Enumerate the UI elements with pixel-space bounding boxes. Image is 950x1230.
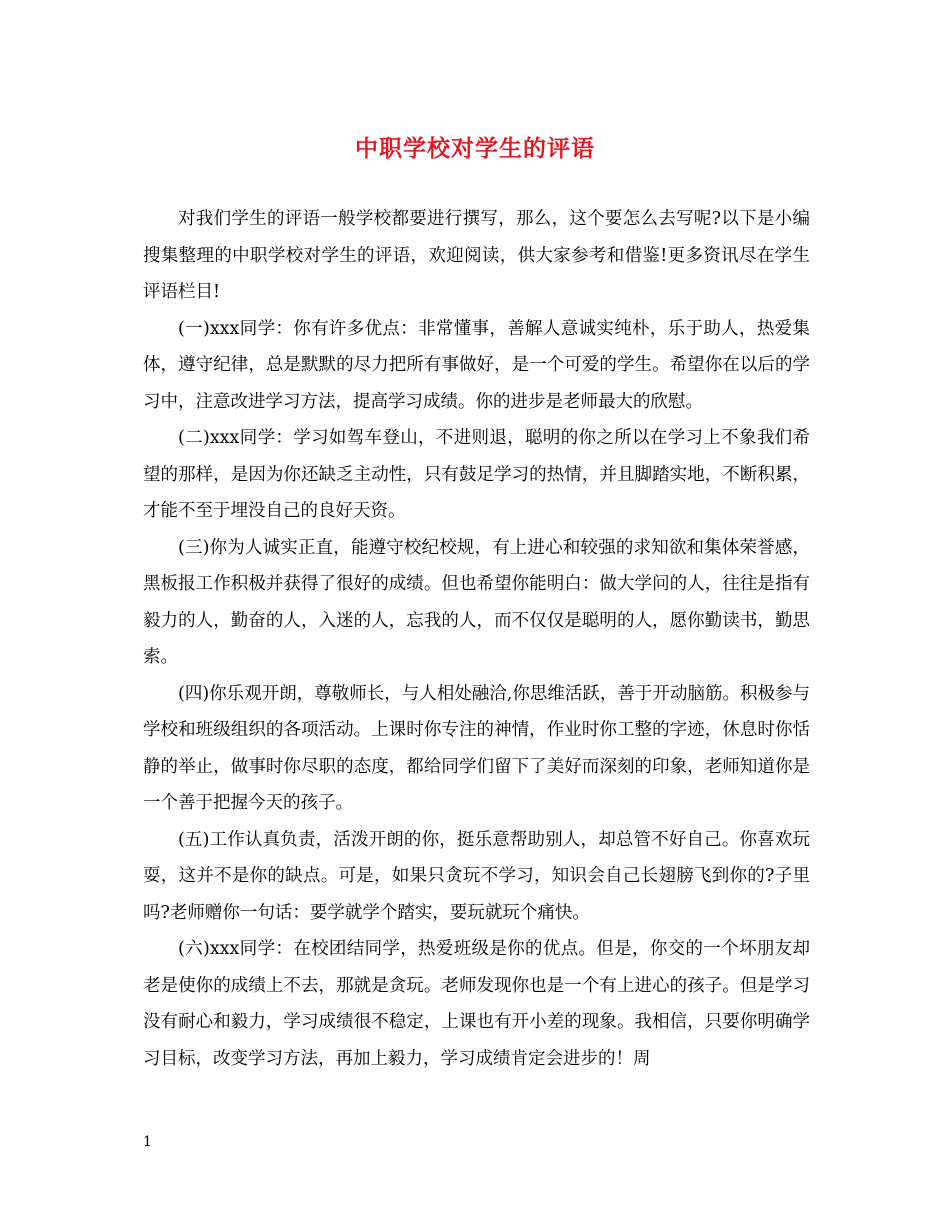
intro-paragraph: 对我们学生的评语一般学校都要进行撰写，那么，这个要怎么去写呢?以下是小编搜集整理的中职学校对学生的评语，欢迎阅读，供大家参考和借鉴!更多资讯尽在学生评语栏目! (143, 209, 810, 302)
comment-paragraph-6: (六)xxx同学：在校团结同学，热爱班级是你的优点。但是，你交的一个坏朋友却老是使你的成绩上不去，那就是贪玩。老师发现你也是一个有上进心的孩子。但是学习没有耐心和毅力，学习成绩很不稳定，上课也有开小差的现象。我相信，只要你明确学习目标，改变学习方法，再加上毅力，学习成绩肯定会进步的！周 (143, 939, 810, 1069)
page-number: 1 (143, 1134, 152, 1150)
comment-paragraph-4: (四)你乐观开朗，尊敬师长，与人相处融洽,你思维活跃，善于开动脑筋。积极参与学校和班级组织的各项活动。上课时你专注的神情，作业时你工整的字迹，休息时你恬静的举止，做事时你尽职的态度，都给同学们留下了美好而深刻的印象，老师知道你是一个善于把握今天的孩子。 (143, 683, 810, 813)
comment-paragraph-5: (五)工作认真负责，活泼开朗的你，挺乐意帮助别人，却总管不好自己。你喜欢玩耍，这并不是你的缺点。可是，如果只贪玩不学习，知识会自己长翅膀飞到你的?子里吗?老师赠你一句话：要学就学个踏实，要玩就玩个痛快。 (143, 829, 810, 923)
document-body (143, 201, 810, 1077)
comment-paragraph-2: (二)xxx同学：学习如驾车登山，不进则退，聪明的你之所以在学习上不象我们希望的那样，是因为你还缺乏主动性，只有鼓足学习的热情，并且脚踏实地，不断积累，才能不至于埋没自己的良好天资。 (143, 428, 810, 521)
comment-paragraph-3: (三)你为人诚实正直，能遵守校纪校规，有上进心和较强的求知欲和集体荣誉感，黑板报工作积极并获得了很好的成绩。但也希望你能明白：做大学问的人，往往是指有毅力的人，勤奋的人，入迷的人，忘我的人，而不仅仅是聪明的人，愿你勤读书，勤思索。 (143, 537, 810, 667)
comment-paragraph-1: (一)xxx同学：你有许多优点：非常懂事，善解人意诚实纯朴，乐于助人，热爱集体，遵守纪律，总是默默的尽力把所有事做好，是一个可爱的学生。希望你在以后的学习中，注意改进学习方法，提高学习成绩。你的进步是老师最大的欣慰。 (143, 318, 810, 412)
document-title: 中职学校对学生的评语 (355, 135, 595, 162)
